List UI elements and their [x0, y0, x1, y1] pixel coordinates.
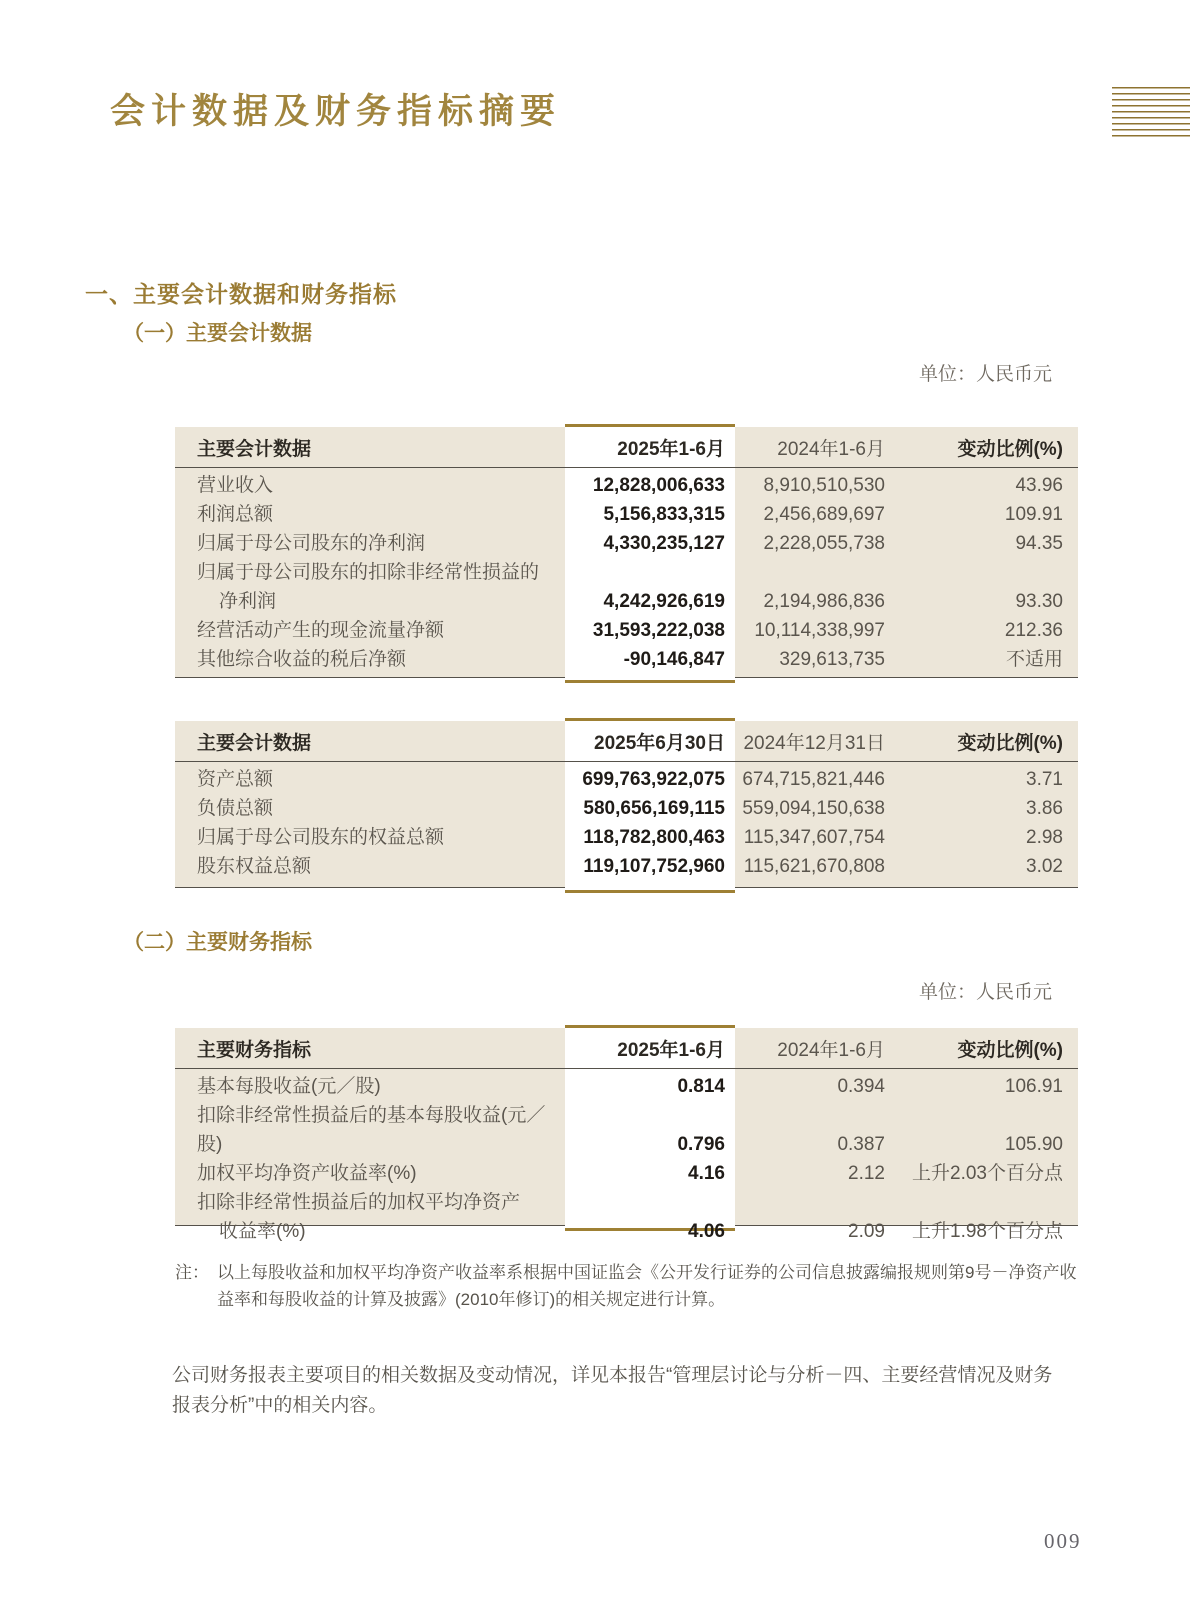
financial-indicators-table — [175, 1028, 1078, 1242]
change-value: 3.86 — [1026, 798, 1063, 819]
footnote-text: 以上每股收益和加权平均净资产收益率系根据中国证监会《公开发行证券的公司信息披露编报规则第9号－净资产收益率和每股收益的计算及披露》(2010年修订)的相关规定进行计算。 — [217, 1263, 1077, 1309]
change-value: 109.91 — [1004, 504, 1063, 525]
table-row — [175, 852, 1078, 881]
table-row — [175, 645, 1078, 674]
current-value: 5,156,833,315 — [603, 504, 725, 525]
header-prior-period: 2024年12月31日 — [743, 732, 885, 754]
table-row — [175, 1072, 1078, 1101]
row-label: 营业收入 — [197, 475, 274, 496]
header-prior-period: 2024年1-6月 — [777, 438, 885, 460]
page-title: 会计数据及财务指标摘要 — [110, 92, 562, 131]
current-value: 31,593,222,038 — [592, 620, 725, 641]
table-row — [175, 471, 1078, 500]
table-row — [175, 823, 1078, 852]
page-number: 009 — [1044, 1529, 1082, 1553]
current-value: 4,242,926,619 — [603, 591, 725, 612]
header-prior-period: 2024年1-6月 — [777, 1039, 885, 1061]
header-current-period: 2025年1-6月 — [617, 1039, 725, 1061]
change-value: 上升1.98个百分点 — [912, 1221, 1063, 1242]
prior-value: 115,347,607,754 — [743, 827, 885, 848]
change-value: 94.35 — [1015, 533, 1063, 554]
current-value: 0.814 — [677, 1076, 725, 1097]
unit-label-2: 单位：人民币元 — [918, 982, 1052, 1003]
subsection-heading-2: （二）主要财务指标 — [123, 931, 312, 954]
row-label: 利润总额 — [197, 504, 274, 525]
row-label — [175, 558, 565, 616]
row-label: 负债总额 — [197, 798, 274, 819]
change-value: 43.96 — [1015, 475, 1063, 496]
row-label: 股东权益总额 — [197, 856, 312, 877]
current-value: 4,330,235,127 — [603, 533, 725, 554]
prior-value: 0.387 — [837, 1134, 885, 1155]
prior-value: 329,613,735 — [779, 649, 885, 670]
row-label: 扣除非经常性损益后的基本每股收益(元／股) — [197, 1105, 546, 1155]
change-value: 105.90 — [1004, 1134, 1063, 1155]
change-value: 上升2.03个百分点 — [912, 1163, 1063, 1184]
current-value: 699,763,922,075 — [582, 769, 725, 790]
header-indicator: 主要会计数据 — [197, 438, 312, 460]
change-value: 2.98 — [1026, 827, 1063, 848]
prior-value: 2.12 — [848, 1163, 885, 1184]
table-row — [175, 500, 1078, 529]
closing-paragraph: 公司财务报表主要项目的相关数据及变动情况，详见本报告“管理层讨论与分析－四、主要经营情况及财务报表分析”中的相关内容。 — [172, 1365, 1053, 1416]
change-value: 212.36 — [1004, 620, 1063, 641]
unit-label-1: 单位：人民币元 — [918, 364, 1052, 385]
table-header-row — [175, 1028, 1078, 1069]
current-value: -90,146,847 — [623, 649, 725, 670]
table-row — [175, 1101, 1078, 1159]
table-header-row — [175, 721, 1078, 762]
table-row — [175, 529, 1078, 558]
row-label-line1: 归属于母公司股东的扣除非经常性损益的 — [197, 562, 540, 583]
table-body — [175, 1069, 1078, 1250]
current-value: 0.796 — [677, 1134, 725, 1155]
table-body — [175, 762, 1078, 885]
table-row — [175, 1188, 1078, 1246]
table-body — [175, 468, 1078, 678]
footnote-prefix: 注： — [175, 1263, 209, 1282]
subsection-heading-1: （一）主要会计数据 — [123, 322, 312, 345]
prior-value: 2,228,055,738 — [763, 533, 885, 554]
change-value: 3.71 — [1026, 769, 1063, 790]
prior-value: 8,910,510,530 — [763, 475, 885, 496]
change-value: 不适用 — [1005, 649, 1063, 670]
prior-value: 2.09 — [848, 1221, 885, 1242]
row-label: 基本每股收益(元／股) — [197, 1076, 381, 1097]
change-value: 93.30 — [1015, 591, 1063, 612]
section-heading: 一、主要会计数据和财务指标 — [85, 281, 397, 307]
row-label-line2: 净利润 — [219, 591, 277, 612]
row-label-line1: 扣除非经常性损益后的加权平均净资产 — [197, 1192, 521, 1213]
header-change-ratio: 变动比例(%) — [957, 438, 1063, 460]
table-row — [175, 616, 1078, 645]
footnote — [175, 1259, 1080, 1313]
table-header-row — [175, 427, 1078, 468]
prior-value: 0.394 — [837, 1076, 885, 1097]
row-label: 加权平均净资产收益率(%) — [197, 1163, 417, 1184]
prior-value: 10,114,338,997 — [754, 620, 885, 641]
row-label — [175, 1188, 565, 1246]
change-value: 3.02 — [1026, 856, 1063, 877]
row-label-line2: 收益率(%) — [219, 1221, 306, 1242]
prior-value: 559,094,150,638 — [742, 798, 885, 819]
row-label: 归属于母公司股东的权益总额 — [197, 827, 445, 848]
header-current-period: 2025年6月30日 — [594, 732, 725, 754]
prior-value: 2,456,689,697 — [763, 504, 885, 525]
header-indicator: 主要财务指标 — [197, 1039, 312, 1061]
change-value: 106.91 — [1004, 1076, 1063, 1097]
prior-value: 674,715,821,446 — [742, 769, 885, 790]
current-value: 118,782,800,463 — [583, 827, 725, 848]
row-label: 资产总额 — [197, 769, 274, 790]
table-row — [175, 765, 1078, 794]
header-change-ratio: 变动比例(%) — [957, 732, 1063, 754]
prior-value: 115,621,670,808 — [743, 856, 885, 877]
deco-stripes-icon — [1112, 87, 1190, 137]
table-row — [175, 558, 1078, 616]
current-value: 119,107,752,960 — [583, 856, 725, 877]
row-label: 归属于母公司股东的净利润 — [197, 533, 426, 554]
header-change-ratio: 变动比例(%) — [957, 1039, 1063, 1061]
prior-value: 2,194,986,836 — [763, 591, 885, 612]
row-label: 经营活动产生的现金流量净额 — [197, 620, 445, 641]
current-value: 4.06 — [688, 1221, 725, 1242]
accounting-data-table-balance — [175, 721, 1078, 888]
header-current-period: 2025年1-6月 — [617, 438, 725, 460]
table-row — [175, 794, 1078, 823]
current-value: 12,828,006,633 — [592, 475, 725, 496]
header-indicator: 主要会计数据 — [197, 732, 312, 754]
row-label: 其他综合收益的税后净额 — [197, 649, 407, 670]
current-value: 580,656,169,115 — [583, 798, 725, 819]
current-value: 4.16 — [688, 1163, 725, 1184]
table-row — [175, 1159, 1078, 1188]
accounting-data-table-period — [175, 427, 1078, 678]
